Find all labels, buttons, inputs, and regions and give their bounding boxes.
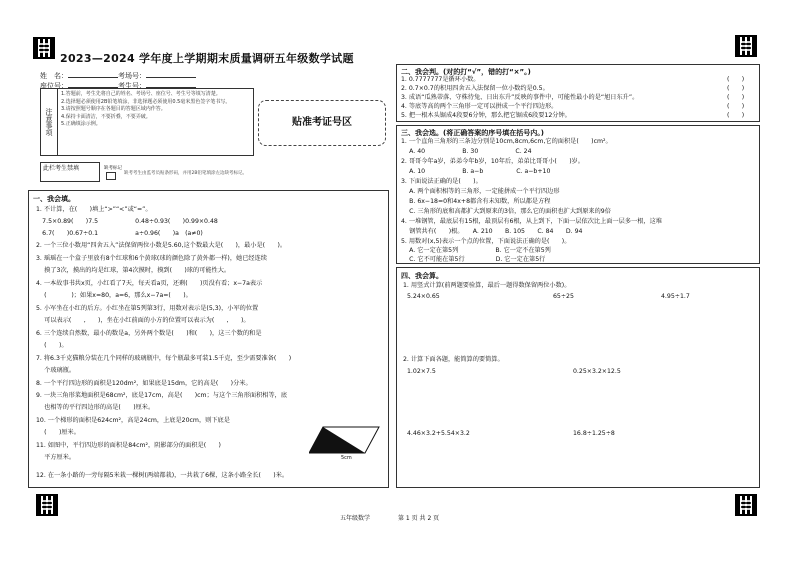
question-line: B. 6x−18=0和4x+8都含有未知数，所以都是方程 <box>401 198 551 205</box>
footer-subject: 五年级数学 <box>340 515 371 522</box>
question-line: 3. 瑶瑶在一个盒子里放有8个红球和6个黄球(球的颜色除了黄外都一样)，她已经连续 <box>36 255 267 262</box>
question-line: 平方厘米。 <box>36 454 76 461</box>
question-line: 11. 如图中，平行四边形的面积是84cm²，阴影部分的面积是( ) <box>36 442 221 449</box>
question-line: 1. 一个直角三角形的三条边分别是10cm,8cm,6cm,它的面积是( )cm²。 <box>401 138 612 145</box>
question-line: 也相等的平行四边形的高是( )厘米。 <box>36 404 155 411</box>
absent-mark-label: 缺考标记 <box>104 166 122 171</box>
footer-page-number: 第 1 页 共 2 页 <box>398 515 440 522</box>
exam-title: 2023—2024 学年度上学期期末质量调研五年级数学试题 <box>60 52 354 65</box>
absent-note: 缺考考生由监考员贴条形码，并用2B铅笔填涂左边缺考标记。 <box>124 171 247 176</box>
question-line: C. 三角形的底和高都扩大到原来的3倍，那么它的面积也扩大到原来的9倍 <box>401 208 611 215</box>
question-line: ( )厘米。 <box>36 429 80 436</box>
subquestion-heading: 2. 计算下面各题，能简算的要简算。 <box>403 356 504 363</box>
exam-room-label: 考场号 <box>118 72 139 80</box>
exam-no-label: 考生号 <box>118 82 139 90</box>
seat-field[interactable]: 座位号： <box>40 81 118 91</box>
question-line: A. 两个面积相等的三角形，一定能拼成一个平行四边形 <box>401 188 560 195</box>
question-line: A. 40 B. 30 C. 24 <box>401 148 532 155</box>
question-line: 12. 在一条小路的一旁每隔5米栽一棵树(两端都栽)，一共栽了6棵，这条小路全长( )米。 <box>36 472 289 479</box>
question-line: 个玻璃瓶。 <box>36 367 76 374</box>
question-line: C. 它不可能在第5行 D. 它一定在第5行 <box>401 256 546 263</box>
notice-text <box>61 91 250 129</box>
qr-code-bottom-left <box>36 494 58 516</box>
calc-problem: 1.02×7.5 <box>407 368 436 375</box>
absent-checkbox[interactable] <box>106 172 116 180</box>
question-line: ( )。 <box>36 342 68 349</box>
question-line: 3. 下面说法正确的是( )。 <box>401 178 482 185</box>
qr-code-top-right <box>735 35 757 57</box>
question-line: 1. 不计算，在( )填上“>”“<”或“=”。 <box>36 206 152 213</box>
section-judge <box>396 64 760 122</box>
seat-label: 座位号 <box>40 82 61 90</box>
calc-problem: 16.8÷1.25÷8 <box>573 430 615 437</box>
exam-no-field[interactable]: 考生号： <box>118 81 196 91</box>
question-line: 2. 哥哥今年a岁，弟弟今年b岁，10年后，弟弟比哥哥小( )岁。 <box>401 158 584 165</box>
answer-mark[interactable]: ( ) <box>727 76 745 83</box>
question-line: 10. 一个梯形的面积是624cm²，高是24cm，上底是20cm，则下底是 <box>36 417 230 424</box>
exam-room-field[interactable]: 考场号： <box>118 71 196 81</box>
exam-id-sticker-area: 贴准考证号区 <box>258 100 386 146</box>
question-line: 5. 用数对(x,5)表示一个点的位置，下面说法正确的是( )。 <box>401 238 571 245</box>
question-line: 4. 一本故事书共x页，小红看了7天，每天看a页，还剩( )页没有看；x−7a表示 <box>36 280 263 287</box>
name-label: 姓 名 <box>40 72 61 80</box>
calc-problem: 4.46×3.2+5.54×3.2 <box>407 430 470 437</box>
answer-mark[interactable]: ( ) <box>727 112 745 119</box>
question-line: 2. 0.7×0.7的积用四舍五入法保留一位小数约是0.5。 <box>401 85 549 92</box>
question-line: 4. 等底等高的两个三角形一定可以拼成一个平行四边形。 <box>401 103 558 110</box>
answer-mark[interactable]: ( ) <box>727 85 745 92</box>
question-line: 2. 一个三位小数用“四舍五入”法保留两位小数是5.60,这个数最大是( )，最小是( )。 <box>36 242 287 249</box>
section3-heading: 三、我会选。(将正确答案的序号填在括号内。) <box>401 129 544 137</box>
calc-problem: 65÷25 <box>553 293 574 300</box>
question-line: 7.5×0.89( )7.5 0.48÷0.93( )0.99×0.48 <box>36 218 218 225</box>
notice-line: 1.答题前，考生先将自己的姓名、考场号、座位号、考生号等填写清楚。 <box>61 91 221 97</box>
figure-label: 5cm <box>341 455 352 461</box>
answer-mark[interactable]: ( ) <box>727 94 745 101</box>
qr-code-top-left <box>33 37 55 59</box>
question-line: 8. 一个平行四边形的面积是120dm²，如果底是15dm，它的高是( )分米。 <box>36 380 252 387</box>
question-line: A. 它一定在第5列 B. 它一定不在第5列 <box>401 247 551 254</box>
question-line: 5. 小军坐在小红的后方。小红坐在第5列第3行，用数对表示是(5,3)，小军的位置 <box>36 305 259 312</box>
question-line: ( )；如果x=80，a=6，那么x−7a=( )。 <box>36 292 192 299</box>
question-line: 3. 成语“瓜熟蒂落、守株待兔、日出东升”反映的事件中，可能性最小的是“旭日东升”。 <box>401 94 639 101</box>
question-line: 6. 三个连续自然数，最小的数是a，另外两个数是( )和( )，这三个数的和是 <box>36 330 262 337</box>
question-line: 可以表示( , )，坐在小红前面的小方的位置可以表示为( , )。 <box>36 317 250 324</box>
section-choose <box>396 125 760 264</box>
question-line: 6.7( )0.67÷0.1 a÷0.96( )a (a≠0) <box>36 230 203 237</box>
section4-heading: 四、我会算。 <box>401 272 443 280</box>
absent-label: 此栏考生禁填 <box>40 162 100 182</box>
question-line: 摸了3次，摸出的均是红球，第4次摸时，摸到( )球的可能性大。 <box>36 267 231 274</box>
notice-line: 3.请按照题号顺序在各题目的答题区域内作答。 <box>61 106 166 112</box>
question-line: 钢管共有( )根。 A. 210 B. 105 C. 84 D. 94 <box>401 228 583 235</box>
section1-heading: 一、我会填。 <box>33 195 75 203</box>
section2-heading: 二、我会判。(对的打“√”，错的打“×”。) <box>401 68 531 76</box>
question-line: 1. 0.7777777是循环小数。 <box>401 76 480 83</box>
name-field[interactable]: 姓 名： <box>40 71 118 81</box>
question-line: A. 10 B. a−b C. a−b+10 <box>401 168 551 175</box>
question-line: 4. 一堆钢管，最底层有15根，最顶层有6根，从上到下，下面一层依次比上面一层多一根，这堆 <box>401 218 662 225</box>
notice-box <box>40 88 254 156</box>
calc-problem: 5.24×0.65 <box>407 293 440 300</box>
question-line: 9. 一块三角形菜地面积是68cm²，底是17cm，高是( )cm；与这个三角形面积相等，底 <box>36 392 288 399</box>
section-fill-in <box>28 190 389 488</box>
notice-line: 2.选择题必须使用2B铅笔填涂，非选择题必须使用0.5毫米黑色签字笔书写。 <box>61 98 231 105</box>
notice-line: 4.保持卡面清洁，不要折叠，不要弄破。 <box>61 113 151 120</box>
calc-problem: 4.95÷1.7 <box>661 293 690 300</box>
answer-mark[interactable]: ( ) <box>727 103 745 110</box>
subquestion-heading: 1. 用竖式计算(前两题要验算，最后一题得数保留两位小数)。 <box>403 282 571 289</box>
shaded-triangle <box>309 427 365 453</box>
qr-code-bottom-right <box>735 494 757 516</box>
section-calculate <box>396 267 760 488</box>
notice-heading: 注意事项 <box>41 89 58 155</box>
notice-line: 5.正确填涂示例。 <box>61 121 101 127</box>
question-line: 5. 把一根木头锯成4段要6分钟，那么把它锯成6段要12分钟。 <box>401 112 571 119</box>
calc-problem: 0.25×3.2×12.5 <box>573 368 621 375</box>
question-line: 7. 将6.3千克猫粮分装在几个同样的玻璃瓶中，每个瓶最多可装1.5千克，至少需要准备( ) <box>36 355 292 362</box>
